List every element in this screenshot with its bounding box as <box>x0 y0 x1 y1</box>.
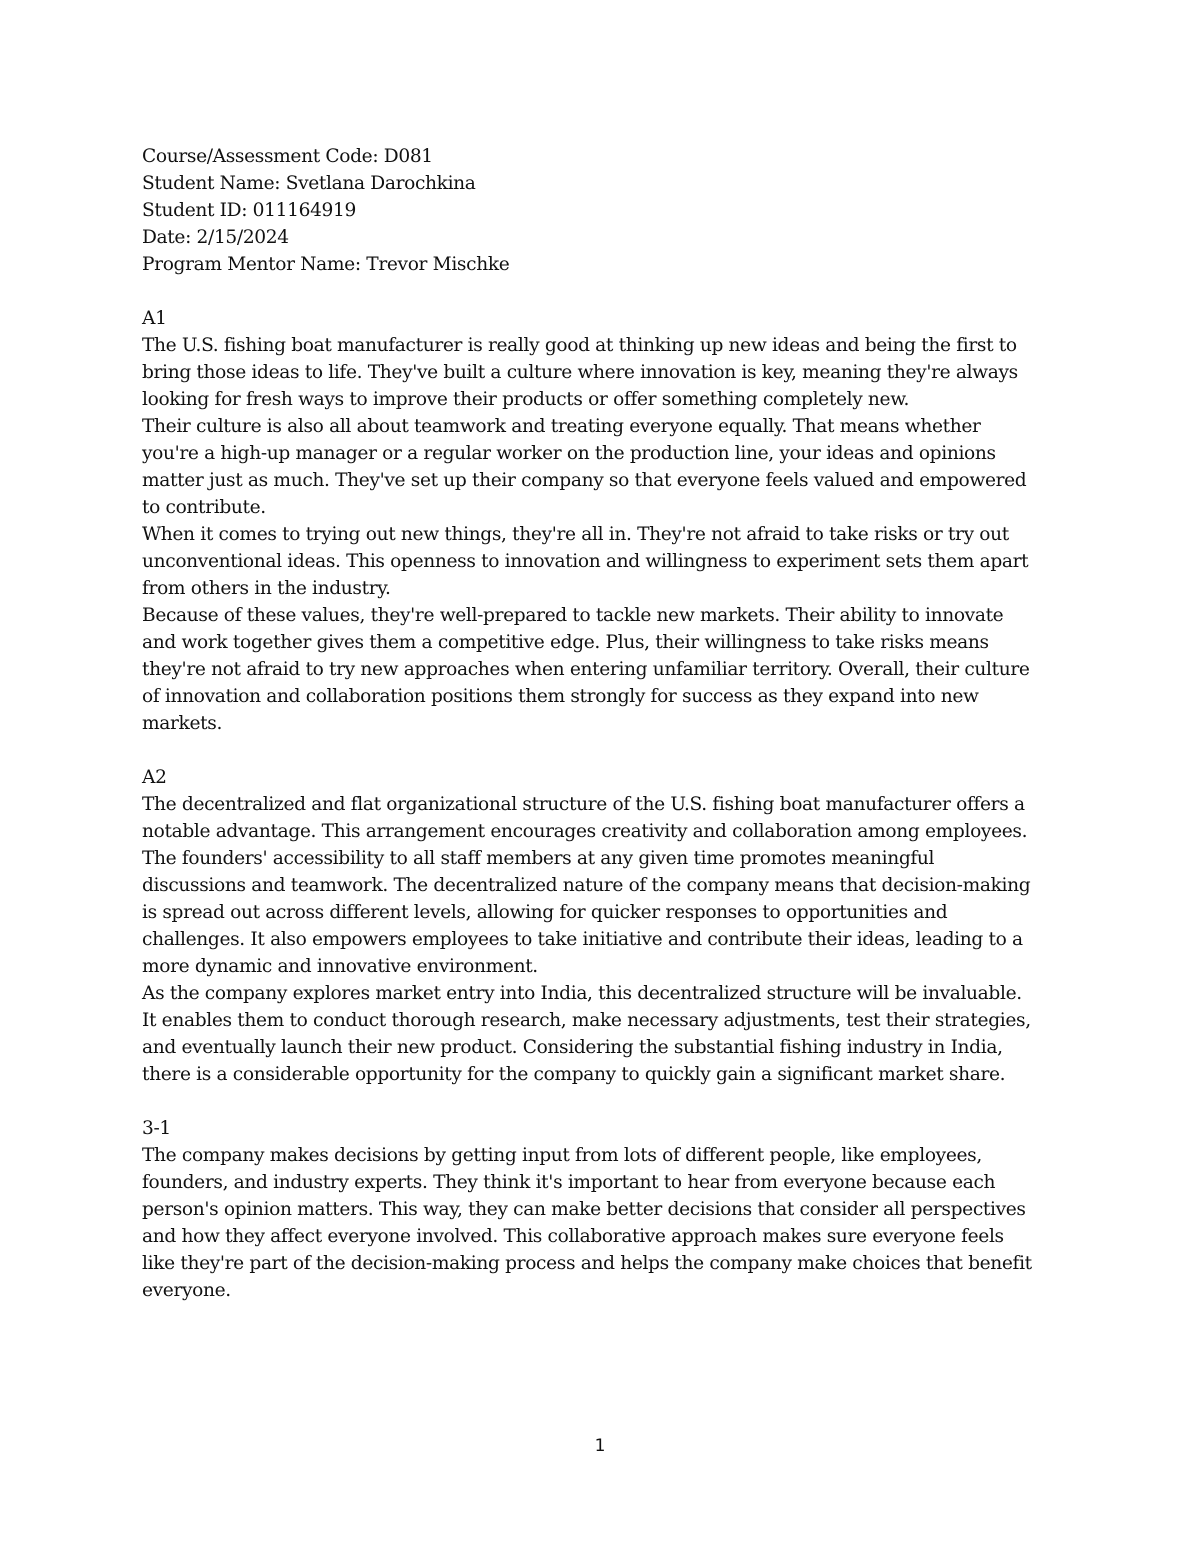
paragraph-line: Because of these values, they're well-prepared to tackle new markets. Their ability to innovate <box>142 605 1004 626</box>
spacer <box>142 737 1067 764</box>
paragraph-line: notable advantage. This arrangement encourages creativity and collaboration among employees. <box>142 821 1028 842</box>
student-id: Student ID: 011164919 <box>142 200 356 221</box>
paragraph-line: they're not afraid to try new approaches when entering unfamiliar territory. Overall, their culture <box>142 659 1030 680</box>
section-a1 <box>142 305 1067 737</box>
paragraph <box>142 980 1067 1088</box>
spacer <box>142 278 1067 305</box>
course-code: Course/Assessment Code: D081 <box>142 146 433 167</box>
paragraph-line: everyone. <box>142 1280 231 1301</box>
paragraph-line: from others in the industry. <box>142 578 391 599</box>
paragraph-line: is spread out across different levels, allowing for quicker responses to opportunities and <box>142 902 948 923</box>
paragraph-line: markets. <box>142 713 223 734</box>
paragraph-line: there is a considerable opportunity for the company to quickly gain a significant market share. <box>142 1064 1006 1085</box>
paragraph <box>142 521 1067 602</box>
section-3-1 <box>142 1115 1067 1304</box>
page-number: 1 <box>594 1436 606 1456</box>
paragraph-line: When it comes to trying out new things, they're all in. They're not afraid to take risks or try out <box>142 524 1009 545</box>
paragraph-line: The U.S. fishing boat manufacturer is really good at thinking up new ideas and being the first to <box>142 335 1017 356</box>
section-body <box>142 1142 1067 1304</box>
document-body <box>142 143 1067 1304</box>
paragraph-line: Their culture is also all about teamwork and treating everyone equally. That means whether <box>142 416 981 437</box>
paragraph-line: you're a high-up manager or a regular worker on the production line, your ideas and opinions <box>142 443 996 464</box>
section-heading: A2 <box>142 767 167 788</box>
paragraph-line: founders, and industry experts. They think it's important to hear from everyone because each <box>142 1172 996 1193</box>
paragraph-line: It enables them to conduct thorough research, make necessary adjustments, test their strategies, <box>142 1010 1031 1031</box>
paragraph-line: bring those ideas to life. They've built a culture where innovation is key, meaning they're always <box>142 362 1018 383</box>
paragraph-line: The founders' accessibility to all staff members at any given time promotes meaningful <box>142 848 935 869</box>
section-heading: A1 <box>142 308 167 329</box>
paragraph-line: and work together gives them a competitive edge. Plus, their willingness to take risks means <box>142 632 989 653</box>
mentor-name: Program Mentor Name: Trevor Mischke <box>142 254 510 275</box>
paragraph-line: As the company explores market entry into India, this decentralized structure will be invaluable. <box>142 983 1022 1004</box>
paragraph-line: discussions and teamwork. The decentralized nature of the company means that decision-making <box>142 875 1031 896</box>
paragraph-line: matter just as much. They've set up their company so that everyone feels valued and empowered <box>142 470 1027 491</box>
paragraph <box>142 1142 1067 1304</box>
paragraph-line: like they're part of the decision-making process and helps the company make choices that benefit <box>142 1253 1032 1274</box>
paragraph-line: and how they affect everyone involved. This collaborative approach makes sure everyone feels <box>142 1226 1004 1247</box>
paragraph <box>142 791 1067 980</box>
section-body <box>142 332 1067 737</box>
date: Date: 2/15/2024 <box>142 227 289 248</box>
section-heading: 3-1 <box>142 1118 171 1139</box>
paragraph-line: unconventional ideas. This openness to innovation and willingness to experiment sets them apart <box>142 551 1029 572</box>
paragraph-line: The company makes decisions by getting input from lots of different people, like employees, <box>142 1145 982 1166</box>
paragraph-line: to contribute. <box>142 497 266 518</box>
spacer <box>142 1088 1067 1115</box>
paragraph-line: and eventually launch their new product. Considering the substantial fishing industry in India, <box>142 1037 1003 1058</box>
paragraph-line: The decentralized and flat organizational structure of the U.S. fishing boat manufacturer offers a <box>142 794 1025 815</box>
paragraph <box>142 332 1067 413</box>
paragraph-line: challenges. It also empowers employees to take initiative and contribute their ideas, leading to a <box>142 929 1023 950</box>
paragraph-line: of innovation and collaboration positions them strongly for success as they expand into new <box>142 686 979 707</box>
paragraph <box>142 602 1067 737</box>
student-name: Student Name: Svetlana Darochkina <box>142 173 476 194</box>
section-body <box>142 791 1067 1088</box>
header-block <box>142 143 1067 278</box>
paragraph-line: more dynamic and innovative environment. <box>142 956 538 977</box>
paragraph-line: person's opinion matters. This way, they can make better decisions that consider all perspectives <box>142 1199 1026 1220</box>
paragraph <box>142 413 1067 521</box>
section-a2 <box>142 764 1067 1088</box>
paragraph-line: looking for fresh ways to improve their products or offer something completely new. <box>142 389 910 410</box>
